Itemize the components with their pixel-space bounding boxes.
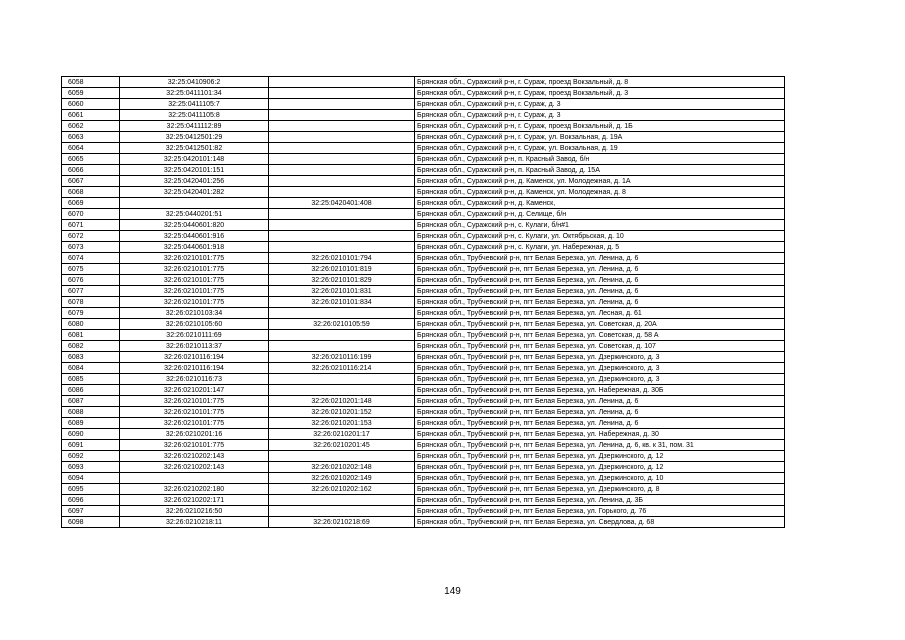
page-number: 149 — [444, 586, 461, 597]
row-number-cell: 6084 — [62, 363, 120, 374]
cadastral-number-secondary-cell — [269, 99, 415, 110]
cadastral-number-secondary-cell — [269, 165, 415, 176]
table-row — [62, 495, 785, 506]
cadastral-number-cell: 32:26:0210202:143 — [120, 451, 269, 462]
table-row — [62, 451, 785, 462]
cadastral-number-secondary-cell: 32:26:0210101:834 — [269, 297, 415, 308]
cadastral-number-cell: 32:26:0210202:180 — [120, 484, 269, 495]
address-cell: Брянская обл., Трубчевский р-н, пгт Белая Березка, ул. Дзержинского, д. 3 — [415, 352, 785, 363]
address-cell: Брянская обл., Трубчевский р-н, пгт Белая Березка, ул. Дзержинского, д. 3 — [415, 374, 785, 385]
registry-table-body — [62, 77, 785, 528]
cadastral-number-cell: 32:25:0440601:916 — [120, 231, 269, 242]
cadastral-number-cell: 32:25:0420401:256 — [120, 176, 269, 187]
cadastral-number-secondary-cell — [269, 77, 415, 88]
row-number-cell: 6088 — [62, 407, 120, 418]
row-number-cell: 6063 — [62, 132, 120, 143]
cadastral-number-cell: 32:26:0210116:73 — [120, 374, 269, 385]
table-row — [62, 407, 785, 418]
cadastral-number-secondary-cell — [269, 385, 415, 396]
cadastral-number-secondary-cell — [269, 308, 415, 319]
cadastral-number-cell: 32:26:0210101:775 — [120, 264, 269, 275]
table-row — [62, 209, 785, 220]
address-cell: Брянская обл., Трубчевский р-н, пгт Белая Березка, ул. Ленина, д. 6 — [415, 275, 785, 286]
address-cell: Брянская обл., Трубчевский р-н, пгт Белая Березка, ул. Дзержинского, д. 12 — [415, 462, 785, 473]
table-row — [62, 187, 785, 198]
row-number-cell: 6079 — [62, 308, 120, 319]
cadastral-number-cell: 32:25:0411105:8 — [120, 110, 269, 121]
address-cell: Брянская обл., Трубчевский р-н, пгт Белая Березка, ул. Советская, д. 20А — [415, 319, 785, 330]
cadastral-number-secondary-cell: 32:26:0210201:17 — [269, 429, 415, 440]
cadastral-number-secondary-cell: 32:26:0210101:831 — [269, 286, 415, 297]
cadastral-number-secondary-cell: 32:26:0210105:59 — [269, 319, 415, 330]
address-cell: Брянская обл., Трубчевский р-н, пгт Белая Березка, ул. Советская, д. 58 А — [415, 330, 785, 341]
cadastral-number-secondary-cell — [269, 110, 415, 121]
address-cell: Брянская обл., Трубчевский р-н, пгт Белая Березка, ул. Свердлова, д. 68 — [415, 517, 785, 528]
table-row — [62, 385, 785, 396]
address-cell: Брянская обл., Трубчевский р-н, пгт Белая Березка, ул. Горького, д. 76 — [415, 506, 785, 517]
address-cell: Брянская обл., Суражский р-н, г. Сураж, д. 3 — [415, 110, 785, 121]
table-row — [62, 484, 785, 495]
address-cell: Брянская обл., Трубчевский р-н, пгт Белая Березка, ул. Ленина, д. 6 — [415, 264, 785, 275]
cadastral-number-secondary-cell: 32:26:0210116:199 — [269, 352, 415, 363]
cadastral-number-cell: 32:26:0210202:143 — [120, 462, 269, 473]
cadastral-number-cell: 32:26:0210101:775 — [120, 407, 269, 418]
row-number-cell: 6092 — [62, 451, 120, 462]
table-row — [62, 297, 785, 308]
row-number-cell: 6070 — [62, 209, 120, 220]
cadastral-number-secondary-cell — [269, 231, 415, 242]
row-number-cell: 6096 — [62, 495, 120, 506]
address-cell: Брянская обл., Суражский р-н, п. Красный Завод, б/н — [415, 154, 785, 165]
cadastral-number-secondary-cell — [269, 506, 415, 517]
row-number-cell: 6071 — [62, 220, 120, 231]
address-cell: Брянская обл., Суражский р-н, с. Кулаги, ул. Набережная, д. 5 — [415, 242, 785, 253]
cadastral-number-cell: 32:25:0411101:34 — [120, 88, 269, 99]
address-cell: Брянская обл., Суражский р-н, д. Каменск, ул. Молодежная, д. 8 — [415, 187, 785, 198]
table-row — [62, 165, 785, 176]
cadastral-number-secondary-cell — [269, 451, 415, 462]
row-number-cell: 6095 — [62, 484, 120, 495]
row-number-cell: 6067 — [62, 176, 120, 187]
table-row — [62, 341, 785, 352]
table-row — [62, 121, 785, 132]
cadastral-number-secondary-cell: 32:26:0210202:149 — [269, 473, 415, 484]
address-cell: Брянская обл., Трубчевский р-н, пгт Белая Березка, ул. Набережная, д. 30Б — [415, 385, 785, 396]
address-cell: Брянская обл., Трубчевский р-н, пгт Белая Березка, ул. Ленина, д. 6 — [415, 286, 785, 297]
row-number-cell: 6066 — [62, 165, 120, 176]
table-row — [62, 231, 785, 242]
cadastral-number-cell: 32:26:0210101:775 — [120, 297, 269, 308]
address-cell: Брянская обл., Суражский р-н, г. Сураж, ул. Вокзальная, д. 19 — [415, 143, 785, 154]
table-row — [62, 374, 785, 385]
address-cell: Брянская обл., Трубчевский р-н, пгт Белая Березка, ул. Набережная, д. 30 — [415, 429, 785, 440]
address-cell: Брянская обл., Трубчевский р-н, пгт Белая Березка, ул. Ленина, д. 6 — [415, 396, 785, 407]
table-row — [62, 132, 785, 143]
cadastral-number-secondary-cell — [269, 132, 415, 143]
cadastral-number-secondary-cell — [269, 143, 415, 154]
row-number-cell: 6098 — [62, 517, 120, 528]
row-number-cell: 6076 — [62, 275, 120, 286]
row-number-cell: 6064 — [62, 143, 120, 154]
address-cell: Брянская обл., Трубчевский р-н, пгт Белая Березка, ул. Ленина, д. 6, кв. к 31, пом. 31 — [415, 440, 785, 451]
cadastral-number-secondary-cell — [269, 187, 415, 198]
table-row — [62, 319, 785, 330]
row-number-cell: 6086 — [62, 385, 120, 396]
row-number-cell: 6060 — [62, 99, 120, 110]
row-number-cell: 6091 — [62, 440, 120, 451]
table-row — [62, 462, 785, 473]
row-number-cell: 6093 — [62, 462, 120, 473]
address-cell: Брянская обл., Суражский р-н, г. Сураж, проезд Вокзальный, д. 8 — [415, 77, 785, 88]
cadastral-number-secondary-cell: 32:26:0210202:162 — [269, 484, 415, 495]
table-row — [62, 396, 785, 407]
table-row — [62, 418, 785, 429]
row-number-cell: 6069 — [62, 198, 120, 209]
cadastral-number-secondary-cell — [269, 330, 415, 341]
cadastral-number-secondary-cell — [269, 176, 415, 187]
address-cell: Брянская обл., Суражский р-н, г. Сураж, д. 3 — [415, 99, 785, 110]
row-number-cell: 6062 — [62, 121, 120, 132]
cadastral-number-cell: 32:26:0210116:194 — [120, 363, 269, 374]
address-cell: Брянская обл., Суражский р-н, д. Каменск, — [415, 198, 785, 209]
cadastral-number-secondary-cell — [269, 374, 415, 385]
row-number-cell: 6065 — [62, 154, 120, 165]
address-cell: Брянская обл., Суражский р-н, п. Красный Завод, д. 15А — [415, 165, 785, 176]
row-number-cell: 6068 — [62, 187, 120, 198]
address-cell: Брянская обл., Суражский р-н, г. Сураж, ул. Вокзальная, д. 19А — [415, 132, 785, 143]
cadastral-number-cell: 32:26:0210116:194 — [120, 352, 269, 363]
row-number-cell: 6090 — [62, 429, 120, 440]
cadastral-number-secondary-cell: 32:26:0210218:69 — [269, 517, 415, 528]
registry-table — [61, 76, 785, 528]
cadastral-number-cell: 32:26:0210201:16 — [120, 429, 269, 440]
row-number-cell: 6058 — [62, 77, 120, 88]
row-number-cell: 6083 — [62, 352, 120, 363]
table-row — [62, 429, 785, 440]
cadastral-number-cell — [120, 198, 269, 209]
row-number-cell: 6078 — [62, 297, 120, 308]
cadastral-number-cell: 32:26:0210218:11 — [120, 517, 269, 528]
cadastral-number-cell: 32:25:0440601:820 — [120, 220, 269, 231]
cadastral-number-cell: 32:25:0420101:148 — [120, 154, 269, 165]
row-number-cell: 6089 — [62, 418, 120, 429]
cadastral-number-secondary-cell: 32:26:0210201:45 — [269, 440, 415, 451]
cadastral-number-cell — [120, 473, 269, 484]
table-row — [62, 88, 785, 99]
cadastral-number-cell: 32:26:0210111:69 — [120, 330, 269, 341]
cadastral-number-secondary-cell — [269, 242, 415, 253]
table-row — [62, 176, 785, 187]
cadastral-number-cell: 32:26:0210113:37 — [120, 341, 269, 352]
table-row — [62, 473, 785, 484]
table-row — [62, 154, 785, 165]
table-row — [62, 330, 785, 341]
address-cell: Брянская обл., Трубчевский р-н, пгт Белая Березка, ул. Лесная, д. 61 — [415, 308, 785, 319]
address-cell: Брянская обл., Суражский р-н, г. Сураж, проезд Вокзальный, д. 3 — [415, 88, 785, 99]
address-cell: Брянская обл., Суражский р-н, с. Кулаги, б/н#1 — [415, 220, 785, 231]
table-row — [62, 352, 785, 363]
address-cell: Брянская обл., Трубчевский р-н, пгт Белая Березка, ул. Ленина, д. 3Б — [415, 495, 785, 506]
cadastral-number-cell: 32:25:0440201:51 — [120, 209, 269, 220]
table-row — [62, 517, 785, 528]
row-number-cell: 6059 — [62, 88, 120, 99]
cadastral-number-secondary-cell: 32:26:0210201:152 — [269, 407, 415, 418]
address-cell: Брянская обл., Трубчевский р-н, пгт Белая Березка, ул. Дзержинского, д. 10 — [415, 473, 785, 484]
row-number-cell: 6073 — [62, 242, 120, 253]
cadastral-number-secondary-cell — [269, 209, 415, 220]
table-row — [62, 275, 785, 286]
cadastral-number-cell: 32:25:0411112:89 — [120, 121, 269, 132]
row-number-cell: 6061 — [62, 110, 120, 121]
row-number-cell: 6094 — [62, 473, 120, 484]
table-row — [62, 264, 785, 275]
cadastral-number-cell: 32:26:0210201:147 — [120, 385, 269, 396]
address-cell: Брянская обл., Трубчевский р-н, пгт Белая Березка, ул. Ленина, д. 6 — [415, 297, 785, 308]
row-number-cell: 6087 — [62, 396, 120, 407]
cadastral-number-secondary-cell: 32:26:0210116:214 — [269, 363, 415, 374]
cadastral-number-cell: 32:25:0420401:282 — [120, 187, 269, 198]
cadastral-number-secondary-cell — [269, 220, 415, 231]
table-row — [62, 220, 785, 231]
row-number-cell: 6074 — [62, 253, 120, 264]
cadastral-number-cell: 32:25:0412501:82 — [120, 143, 269, 154]
cadastral-number-cell: 32:26:0210101:775 — [120, 396, 269, 407]
address-cell: Брянская обл., Трубчевский р-н, пгт Белая Березка, ул. Дзержинского, д. 8 — [415, 484, 785, 495]
address-cell: Брянская обл., Суражский р-н, д. Каменск, ул. Молодежная, д. 1А — [415, 176, 785, 187]
address-cell: Брянская обл., Трубчевский р-н, пгт Белая Березка, ул. Ленина, д. 6 — [415, 407, 785, 418]
address-cell: Брянская обл., Трубчевский р-н, пгт Белая Березка, ул. Ленина, д. 6 — [415, 418, 785, 429]
table-row — [62, 110, 785, 121]
cadastral-number-cell: 32:26:0210101:775 — [120, 418, 269, 429]
address-cell: Брянская обл., Суражский р-н, г. Сураж, проезд Вокзальный, д. 1Б — [415, 121, 785, 132]
cadastral-number-secondary-cell: 32:25:0420401:408 — [269, 198, 415, 209]
address-cell: Брянская обл., Трубчевский р-н, пгт Белая Березка, ул. Советская, д. 107 — [415, 341, 785, 352]
cadastral-number-cell: 32:25:0412501:29 — [120, 132, 269, 143]
table-row — [62, 308, 785, 319]
cadastral-number-cell: 32:26:0210101:775 — [120, 275, 269, 286]
row-number-cell: 6080 — [62, 319, 120, 330]
table-row — [62, 143, 785, 154]
cadastral-number-secondary-cell: 32:26:0210101:819 — [269, 264, 415, 275]
cadastral-number-secondary-cell: 32:26:0210201:153 — [269, 418, 415, 429]
row-number-cell: 6082 — [62, 341, 120, 352]
cadastral-number-secondary-cell — [269, 341, 415, 352]
address-cell: Брянская обл., Трубчевский р-н, пгт Белая Березка, ул. Дзержинского, д. 12 — [415, 451, 785, 462]
cadastral-number-cell: 32:25:0410906:2 — [120, 77, 269, 88]
table-row — [62, 242, 785, 253]
cadastral-number-secondary-cell — [269, 121, 415, 132]
cadastral-number-cell: 32:25:0440601:918 — [120, 242, 269, 253]
row-number-cell: 6085 — [62, 374, 120, 385]
cadastral-number-cell: 32:25:0411105:7 — [120, 99, 269, 110]
cadastral-number-cell: 32:26:0210103:34 — [120, 308, 269, 319]
table-row — [62, 363, 785, 374]
row-number-cell: 6077 — [62, 286, 120, 297]
address-cell: Брянская обл., Суражский р-н, с. Кулаги, ул. Октябрьская, д. 10 — [415, 231, 785, 242]
cadastral-number-secondary-cell: 32:26:0210202:148 — [269, 462, 415, 473]
table-row — [62, 506, 785, 517]
table-row — [62, 286, 785, 297]
cadastral-number-secondary-cell — [269, 154, 415, 165]
table-row — [62, 253, 785, 264]
address-cell: Брянская обл., Суражский р-н, д. Селище, б/н — [415, 209, 785, 220]
cadastral-number-cell: 32:26:0210101:775 — [120, 253, 269, 264]
table-row — [62, 440, 785, 451]
address-cell: Брянская обл., Трубчевский р-н, пгт Белая Березка, ул. Ленина, д. 6 — [415, 253, 785, 264]
address-cell: Брянская обл., Трубчевский р-н, пгт Белая Березка, ул. Дзержинского, д. 3 — [415, 363, 785, 374]
row-number-cell: 6075 — [62, 264, 120, 275]
cadastral-number-secondary-cell: 32:26:0210101:829 — [269, 275, 415, 286]
table-row — [62, 99, 785, 110]
cadastral-number-cell: 32:26:0210101:775 — [120, 440, 269, 451]
row-number-cell: 6072 — [62, 231, 120, 242]
cadastral-number-secondary-cell — [269, 88, 415, 99]
row-number-cell: 6097 — [62, 506, 120, 517]
table-row — [62, 77, 785, 88]
cadastral-number-cell: 32:26:0210216:50 — [120, 506, 269, 517]
table-row — [62, 198, 785, 209]
cadastral-number-cell: 32:26:0210105:60 — [120, 319, 269, 330]
cadastral-number-cell: 32:25:0420101:151 — [120, 165, 269, 176]
cadastral-number-secondary-cell: 32:26:0210101:794 — [269, 253, 415, 264]
cadastral-number-secondary-cell: 32:26:0210201:148 — [269, 396, 415, 407]
cadastral-number-cell: 32:26:0210202:171 — [120, 495, 269, 506]
row-number-cell: 6081 — [62, 330, 120, 341]
cadastral-number-secondary-cell — [269, 495, 415, 506]
cadastral-number-cell: 32:26:0210101:775 — [120, 286, 269, 297]
